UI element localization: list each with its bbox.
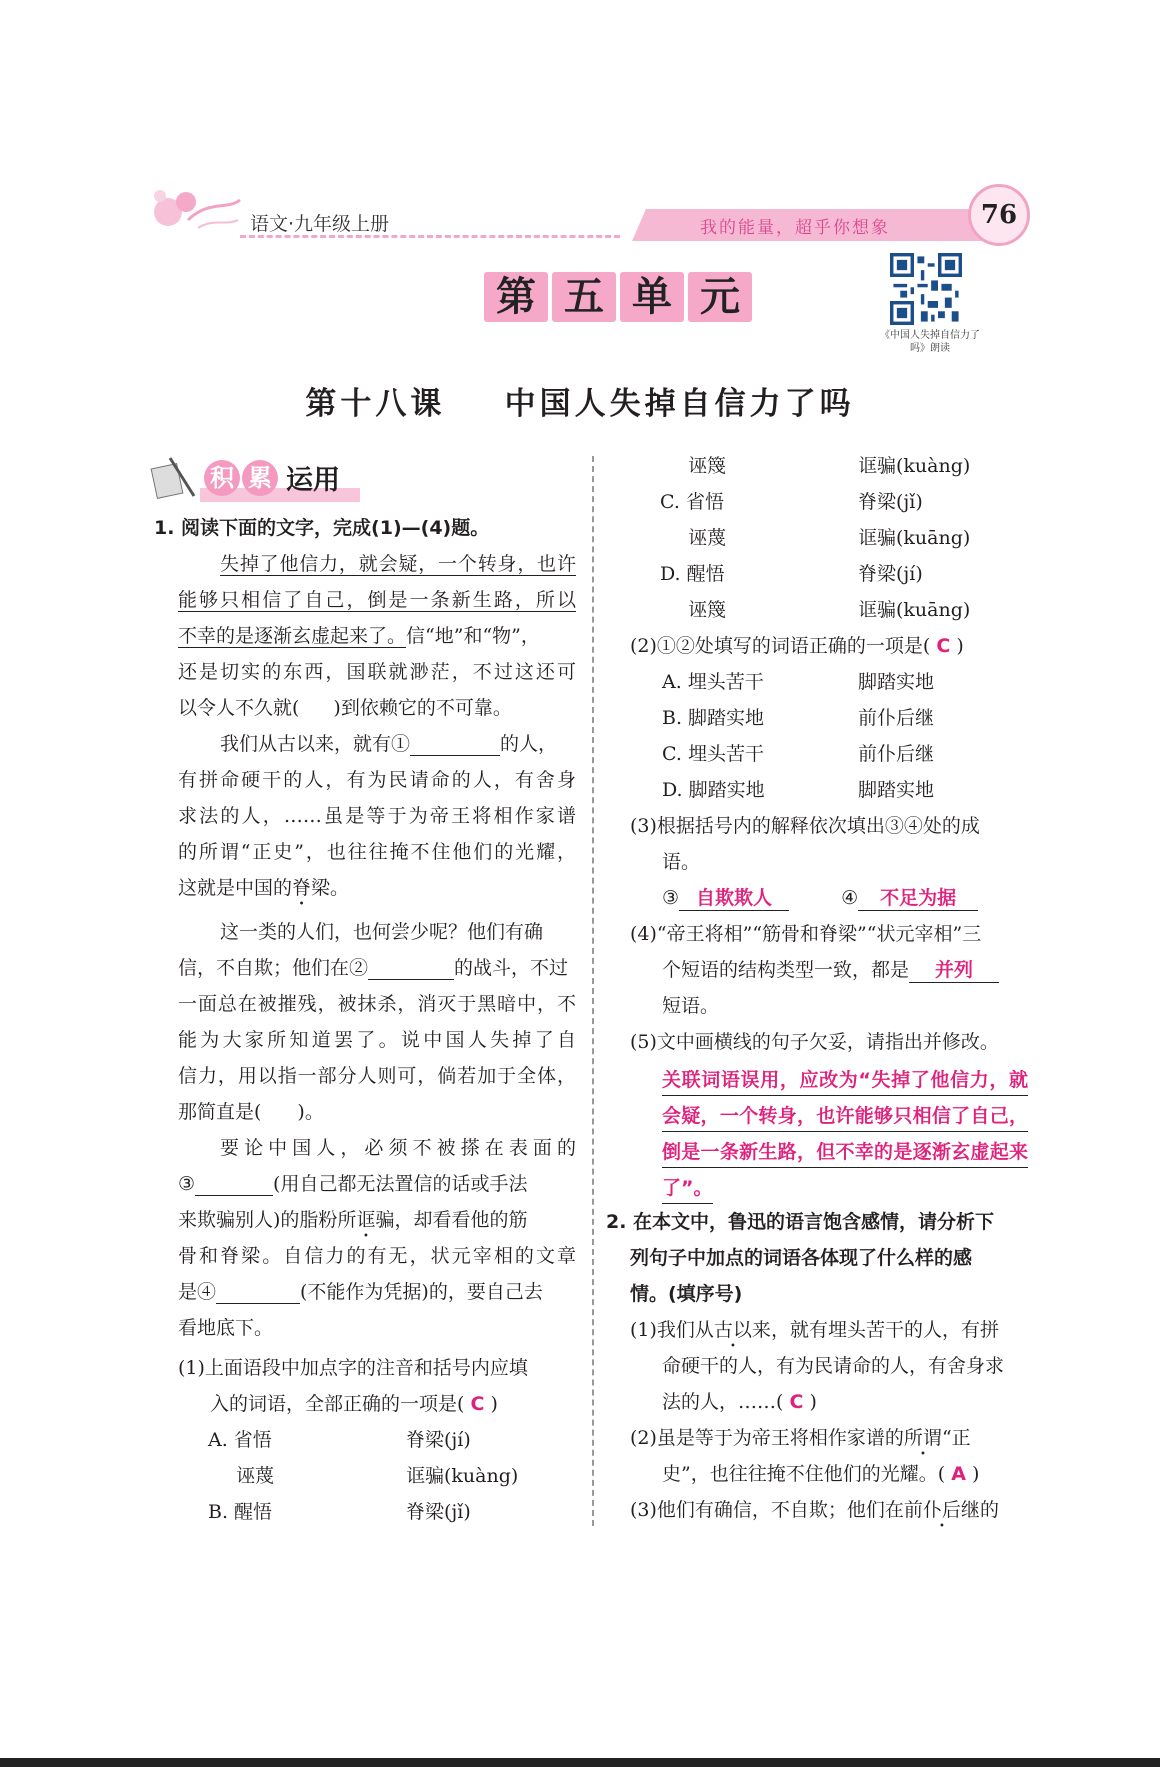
- book-pen-icon: [150, 456, 200, 500]
- option-a: 脊梁(jí): [406, 1429, 471, 1451]
- option-a: A. 埋头苦干: [662, 671, 764, 693]
- question-2-stem: 情。(填序号): [630, 1283, 743, 1305]
- passage-line: 一面总在被摧残，被抹杀，消灭于黑暗中，不: [178, 993, 576, 1015]
- option-a: 诬蔑: [236, 1465, 275, 1487]
- sentence-1: (1)我们从古以来，就有埋头苦干的人，有拼: [630, 1319, 999, 1341]
- header-dashed-line: [240, 235, 620, 238]
- option-c: C. 省悟: [660, 491, 724, 513]
- book-title: 语文·九年级上册: [250, 213, 390, 235]
- answer: 不足为据: [880, 887, 957, 909]
- qr-code-icon[interactable]: [890, 253, 962, 325]
- passage-line: 有拼命硬干的人，有为民请命的人，有舍身: [178, 769, 576, 791]
- sentence-1: 法的人，……( C ): [662, 1391, 817, 1413]
- passage-line: ③ (用自己都无法置信的话或手法: [178, 1173, 528, 1195]
- option-d: D. 醒悟: [660, 563, 725, 585]
- option-c: 诓骗(kuāng): [858, 527, 971, 549]
- column-divider: [592, 456, 594, 1526]
- option-b: 脊梁(jǐ): [406, 1501, 471, 1523]
- option-c: 前仆后继: [858, 743, 935, 765]
- subquestion-3: 语。: [662, 851, 701, 873]
- passage-line: 来欺骗别人)的脂粉所诓骗，却看看他的筋: [178, 1209, 528, 1231]
- sentence-2: 史”，也往往掩不住他们的光耀。( A ): [662, 1463, 980, 1485]
- unit-banner: [484, 272, 752, 322]
- subquestion-3: (3)根据括号内的解释依次填出③④处的成: [630, 815, 980, 837]
- subquestion-1: 入的词语，全部正确的一项是( C ): [210, 1393, 498, 1415]
- subquestion-3-answers: ③ 自欺欺人 ④ 不足为据: [662, 886, 978, 911]
- sentence-1: 命硬干的人，有为民请命的人，有舍身求: [662, 1355, 1005, 1377]
- unit-char: 元: [688, 272, 752, 322]
- passage-line: 要论中国人，必须不被搽在表面的: [220, 1137, 576, 1159]
- option-b: B. 脚踏实地: [662, 707, 765, 729]
- bottom-bar: [0, 1758, 1160, 1767]
- qr-caption: 《中国人失掉自信力了吗》朗读: [880, 330, 980, 354]
- section-bubble: 积: [204, 460, 240, 496]
- option-c: 诬蔑: [688, 527, 727, 549]
- option-d: 诬篾: [688, 599, 727, 621]
- section-bubble: 累: [242, 460, 278, 496]
- option-d: 诓骗(kuāng): [858, 599, 971, 621]
- option-b: 诬篾: [688, 455, 727, 477]
- passage-line: 骨和脊梁。自信力的有无，状元宰相的文章: [178, 1245, 576, 1267]
- passage-line: 信，不自欺；他们在② 的战斗，不过: [178, 957, 569, 979]
- answer: 并列: [935, 959, 974, 981]
- answer: A: [951, 1463, 966, 1485]
- option-d: 脚踏实地: [858, 779, 935, 801]
- option-b: B. 醒悟: [208, 1501, 273, 1523]
- unit-char: 单: [620, 272, 684, 322]
- question-2-stem: 列句子中加点的词语各体现了什么样的感: [630, 1247, 973, 1269]
- page-number: 76: [968, 184, 1030, 246]
- passage-line: 这就是中国的脊梁。: [178, 877, 350, 899]
- option-a: A. 省悟: [208, 1429, 272, 1451]
- option-b: 前仆后继: [858, 707, 935, 729]
- passage-line: 那简直是( )。: [178, 1101, 324, 1123]
- passage-line: 看地底下。: [178, 1317, 274, 1339]
- section-label: 运用: [286, 465, 340, 496]
- option-c: C. 埋头苦干: [662, 743, 764, 765]
- option-d: D. 脚踏实地: [662, 779, 765, 801]
- option-a: 诓骗(kuàng): [406, 1465, 519, 1487]
- option-a: 脚踏实地: [858, 671, 935, 693]
- passage-line: 是④ (不能作为凭据)的，要自己去: [178, 1281, 543, 1303]
- passage-line: 还是切实的东西，国联就渺茫，不过这还可: [178, 661, 576, 683]
- subquestion-4: 短语。: [662, 995, 720, 1017]
- sentence-2: (2)虽是等于为帝王将相作家谱的所谓“正: [630, 1427, 971, 1449]
- lesson-title: 第十八课 中国人失掉自信力了吗: [305, 386, 855, 422]
- option-d: 脊梁(jí): [858, 563, 923, 585]
- subquestion-4: 个短语的结构类型一致，都是 并列: [662, 958, 999, 983]
- option-b: 诓骗(kuàng): [858, 455, 971, 477]
- section-heading: [204, 458, 340, 497]
- subquestion-1: (1)上面语段中加点字的注音和括号内应填: [178, 1357, 528, 1379]
- passage-line: 的所谓“正史”，也往往掩不住他们的光耀，: [178, 841, 576, 863]
- passage-line: 我们从古以来，就有① 的人，: [220, 733, 558, 755]
- flower-decoration-icon: [148, 180, 243, 240]
- answer: 自欺欺人: [696, 887, 773, 909]
- passage-line: 以令人不久就( )到依赖它的不可靠。: [178, 697, 512, 719]
- passage-line: 能为大家所知道罢了。说中国人失掉了自: [178, 1029, 576, 1051]
- answer: C: [470, 1393, 485, 1415]
- passage-line: 不幸的是逐渐玄虚起来了。信“地”和“物”，: [178, 625, 540, 647]
- passage-line: 求法的人，……虽是等于为帝王将相作家谱: [178, 805, 576, 827]
- unit-char: 五: [552, 272, 616, 322]
- header-slogan: 我的能量，超乎你想象: [700, 218, 890, 238]
- question-2-stem: 2. 在本文中，鲁迅的语言饱含感情，请分析下: [606, 1211, 995, 1233]
- passage-line: 失掉了他信力，就会疑，一个转身，也许: [220, 553, 576, 575]
- answer: C: [789, 1391, 804, 1413]
- unit-char: 第: [484, 272, 548, 322]
- passage-line: 能够只相信了自己，倒是一条新生路，所以: [178, 589, 576, 611]
- subquestion-4: (4)“帝王将相”“筋骨和脊梁”“状元宰相”三: [630, 923, 982, 945]
- subquestion-5: (5)文中画横线的句子欠妥，请指出并修改。: [630, 1031, 999, 1053]
- sentence-3: (3)他们有确信，不自欺；他们在前仆后继的: [630, 1499, 999, 1521]
- passage-line: 这一类的人们，也何尝少呢？他们有确: [220, 921, 544, 943]
- subquestion-5-answer: 关联词语误用，应改为“失掉了他信力，就会疑，一个转身，也许能够只相信了自己，倒是一条新生路，但不幸的是逐渐玄虚起来了”。: [662, 1062, 1028, 1206]
- answer: C: [936, 635, 951, 657]
- passage-line: 信力，用以指一部分人则可，倘若加于全体，: [178, 1065, 576, 1087]
- subquestion-2: (2)①②处填写的词语正确的一项是( C ): [630, 635, 964, 657]
- question-1-stem: 1. 阅读下面的文字，完成(1)—(4)题。: [154, 517, 490, 539]
- option-c: 脊梁(jǐ): [858, 491, 923, 513]
